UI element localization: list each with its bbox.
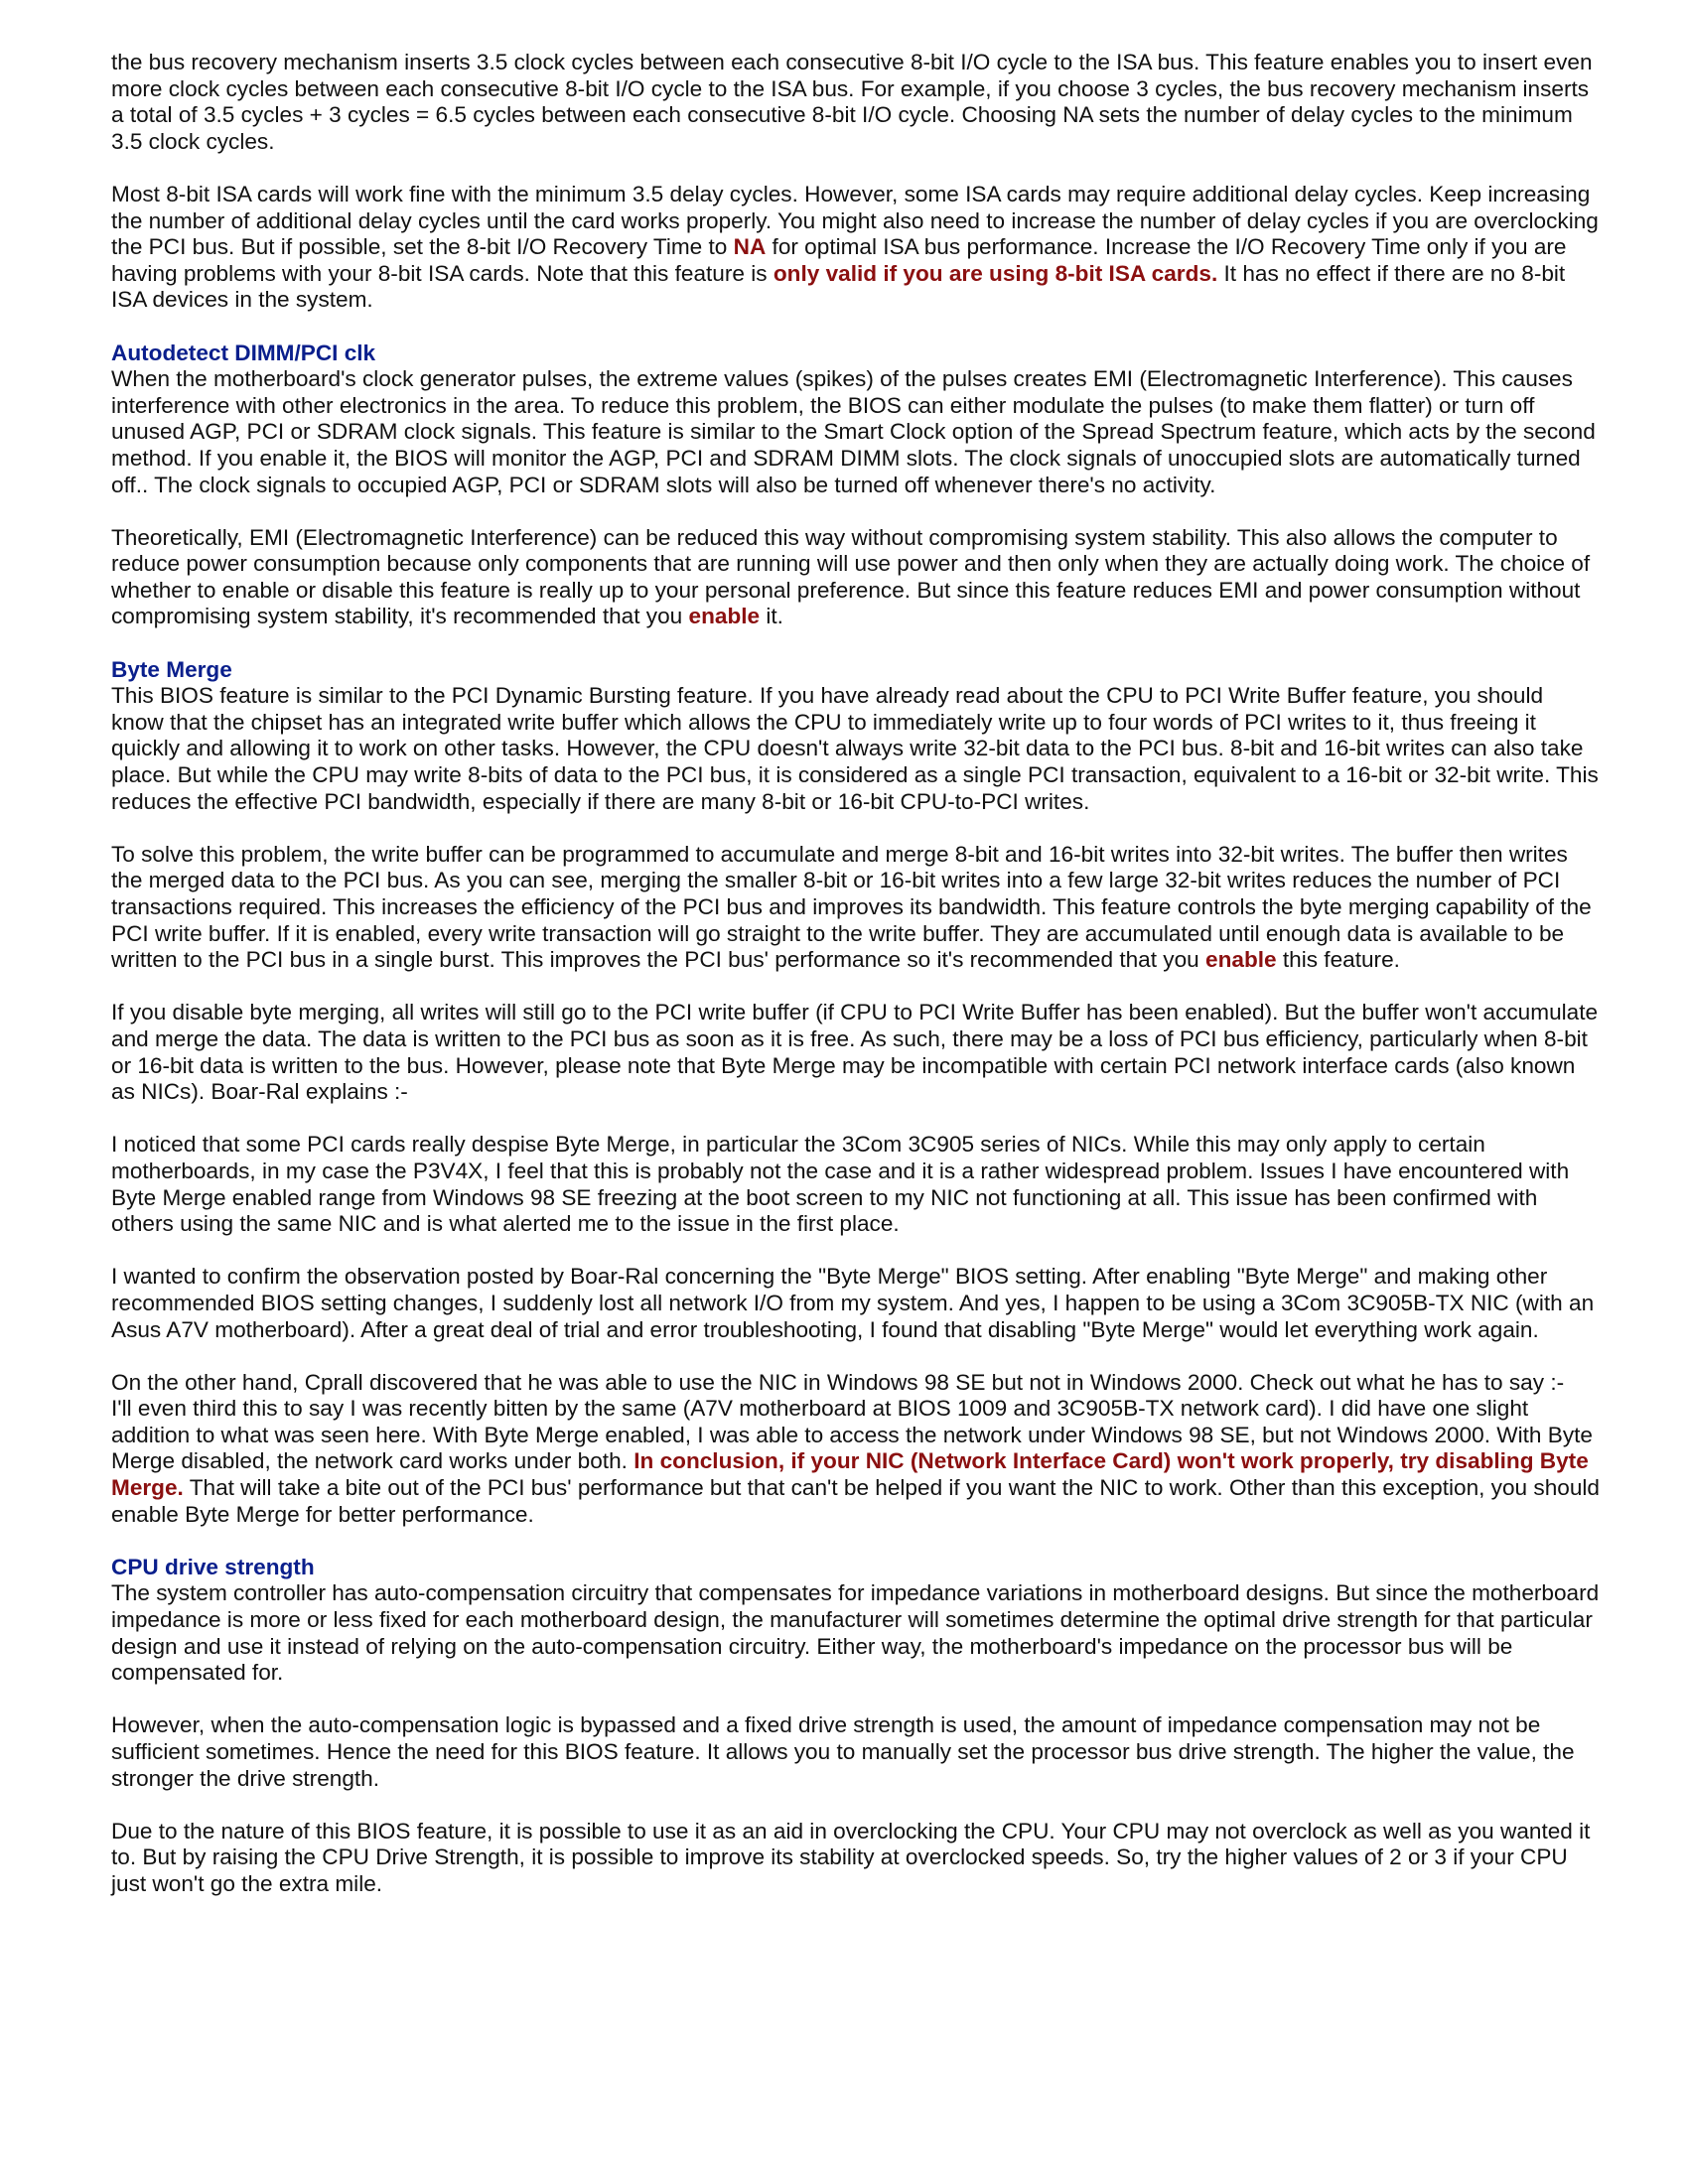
section-heading-cpu-drive: CPU drive strength <box>111 1554 315 1579</box>
autodetect-paragraph-2 <box>111 525 1601 630</box>
document-page <box>111 50 1601 1924</box>
byte-merge-quote-confirm: I wanted to confirm the observation posted by Boar-Ral concerning the "Byte Merge" BIOS setting. After enabling "Byte Merge" and making other recommended BIOS setting changes, I suddenly lost all network I/O from my system. And yes, I happen to be using a 3Com 3C905B-TX NIC (with an Asus A7V motherboard). After a great deal of trial and error troubleshooting, I found that disabling "Byte Merge" would let everything work again. <box>111 1264 1595 1342</box>
text-run: It has no effect if there are no 8-bit ISA devices in the system. <box>111 260 1566 313</box>
cpu-drive-paragraph-1: The system controller has auto-compensation circuitry that compensates for impedance variations in motherboard designs. But since the motherboard impedance is more or less fixed for each motherboard design, the manufacturer will sometimes determine the optimal drive strength for that particular design and use it instead of relying on the auto-compensation circuitry. Either way, the motherboard's impedance on the processor bus will be compensated for. <box>111 1580 1600 1686</box>
section-heading-autodetect: Autodetect DIMM/PCI clk <box>111 340 376 365</box>
highlight-valid-isa: only valid if you are using 8-bit ISA cards. <box>773 260 1218 286</box>
byte-merge-paragraph-1: This BIOS feature is similar to the PCI Dynamic Bursting feature. If you have already read about the CPU to PCI Write Buffer feature, you should know that the chipset has an integrated write buffer which allows the CPU to immediately write up to four words of PCI writes to it, thus freeing it quickly and allowing it to work on other tasks. However, the CPU doesn't always write 32-bit data to the PCI bus. 8-bit and 16-bit writes can also take place. But while the CPU may write 8-bits of data to the PCI bus, it is considered as a single PCI transaction, equivalent to a 16-bit or 32-bit write. This reduces the effective PCI bandwidth, especially if there are many 8-bit or 16-bit CPU-to-PCI writes. <box>111 683 1599 814</box>
intro-paragraph-1: the bus recovery mechanism inserts 3.5 clock cycles between each consecutive 8-bit I/O cycle to the ISA bus. This feature enables you to insert even more clock cycles between each consecutive 8-bit I/O cycle to the ISA bus. For example, if you choose 3 cycles, the bus recovery mechanism inserts a total of 3.5 cycles + 3 cycles = 6.5 cycles between each consecutive 8-bit I/O cycle. Choosing NA sets the number of delay cycles to the minimum 3.5 clock cycles. <box>111 50 1593 154</box>
text-run: for optimal ISA bus performance. Increase the I/O Recovery Time only if you are having problems with your 8-bit ISA cards. Note that this feature is <box>111 234 1567 286</box>
byte-merge-paragraph-cprall: On the other hand, Cprall discovered that he was able to use the NIC in Windows 98 SE but not in Windows 2000. Check out what he has to say :- <box>111 1369 1565 1395</box>
text-run: I'll even third this to say I was recently bitten by the same (A7V motherboard at BIOS 1009 and 3C905B-TX network card). I did have one slight addition to what was seen here. With Byte Merge enabled, I was able to access the network under Windows 98 SE, but not Windows 2000. With Byte Merge disabled, the network card works under both. <box>111 1396 1593 1474</box>
text-run: it. <box>760 604 783 629</box>
text-run: To solve this problem, the write buffer can be programmed to accumulate and merge 8-bit and 16-bit writes into 32-bit writes. The buffer then writes the merged data to the PCI bus. As you can see, merging the smaller 8-bit or 16-bit writes into a few large 32-bit writes reduces the number of PCI transactions required. This increases the efficiency of the PCI bus and improves its bandwidth. This feature controls the byte merging capability of the PCI write buffer. If it is enabled, every write transaction will go straight to the write buffer. They are accumulated until enough data is available to be written to the PCI bus in a single burst. This improves the PCI bus' performance so it's recommended that you <box>111 841 1592 973</box>
cpu-drive-paragraph-2: However, when the auto-compensation logic is bypassed and a fixed drive strength is used, the amount of impedance compensation may not be sufficient sometimes. Hence the need for this BIOS feature. It allows you to manually set the processor bus drive strength. The higher the value, the stronger the drive strength. <box>111 1712 1575 1791</box>
highlight-enable: enable <box>688 604 761 629</box>
highlight-na: NA <box>733 234 767 260</box>
autodetect-paragraph-1: When the motherboard's clock generator pulses, the extreme values (spikes) of the pulses creates EMI (Electromagnetic Interference). This causes interference with other electronics in the area. To reduce this problem, the BIOS can either modulate the pulses (to make them flatter) or turn off unused AGP, PCI or SDRAM clock signals. This feature is similar to the Smart Clock option of the Spread Spectrum feature, which acts by the second method. If you enable it, the BIOS will monitor the AGP, PCI and SDRAM DIMM slots. The clock signals of unoccupied slots are automatically turned off.. The clock signals to occupied AGP, PCI or SDRAM slots will also be turned off whenever there's no activity. <box>111 366 1596 497</box>
section-heading-byte-merge: Byte Merge <box>111 656 232 682</box>
text-run: Most 8-bit ISA cards will work fine with the minimum 3.5 delay cycles. However, some ISA cards may require additional delay cycles. Keep increasing the number of additional delay cycles until the card works properly. You might also need to increase the number of delay cycles if you are overclocking the PCI bus. But if possible, set the 8-bit I/O Recovery Time to <box>111 181 1599 260</box>
highlight-enable: enable <box>1205 947 1277 973</box>
text-run: That will take a bite out of the PCI bus' performance but that can't be helped if you want the NIC to work. Other than this exception, you should enable Byte Merge for better performance. <box>111 1475 1600 1527</box>
byte-merge-quote-boar-ral: I noticed that some PCI cards really despise Byte Merge, in particular the 3Com 3C905 series of NICs. While this may only apply to certain motherboards, in my case the P3V4X, I feel that this is probably not the case and it is a rather widespread problem. Issues I have encountered with Byte Merge enabled range from Windows 98 SE freezing at the boot screen to my NIC not functioning at all. This issue has been confirmed with others using the same NIC and is what alerted me to the issue in the first place. <box>111 1132 1570 1237</box>
text-run: this feature. <box>1276 947 1400 973</box>
text-run: Theoretically, EMI (Electromagnetic Interference) can be reduced this way without compromising system stability. This also allows the computer to reduce power consumption because only components that are running will use power and then only when they are actually doing work. The choice of whether to enable or disable this feature is really up to your personal preference. But since this feature reduces EMI and power consumption without compromising system stability, it's recommended that you <box>111 524 1591 629</box>
intro-paragraph-2 <box>111 182 1601 314</box>
byte-merge-paragraph-2 <box>111 842 1601 974</box>
highlight-conclusion: In conclusion, if your NIC (Network Interface Card) won't work properly, try disabling Byte Merge. <box>111 1448 1589 1501</box>
byte-merge-quote-cprall <box>111 1396 1601 1528</box>
cpu-drive-paragraph-3: Due to the nature of this BIOS feature, it is possible to use it as an aid in overclocking the CPU. Your CPU may not overclock as well as you wanted it to. But by raising the CPU Drive Strength, it is possible to improve its stability at overclocked speeds. So, try the higher values of 2 or 3 if your CPU just won't go the extra mile. <box>111 1818 1591 1896</box>
byte-merge-paragraph-3: If you disable byte merging, all writes will still go to the PCI write buffer (if CPU to PCI Write Buffer has been enabled). But the buffer won't accumulate and merge the data. The data is written to the PCI bus as soon as it is free. As such, there may be a loss of PCI bus efficiency, particularly when 8-bit or 16-bit data is written to the bus. However, please note that Byte Merge may be incompatible with certain PCI network interface cards (also known as NICs). Boar-Ral explains :- <box>111 1000 1599 1105</box>
